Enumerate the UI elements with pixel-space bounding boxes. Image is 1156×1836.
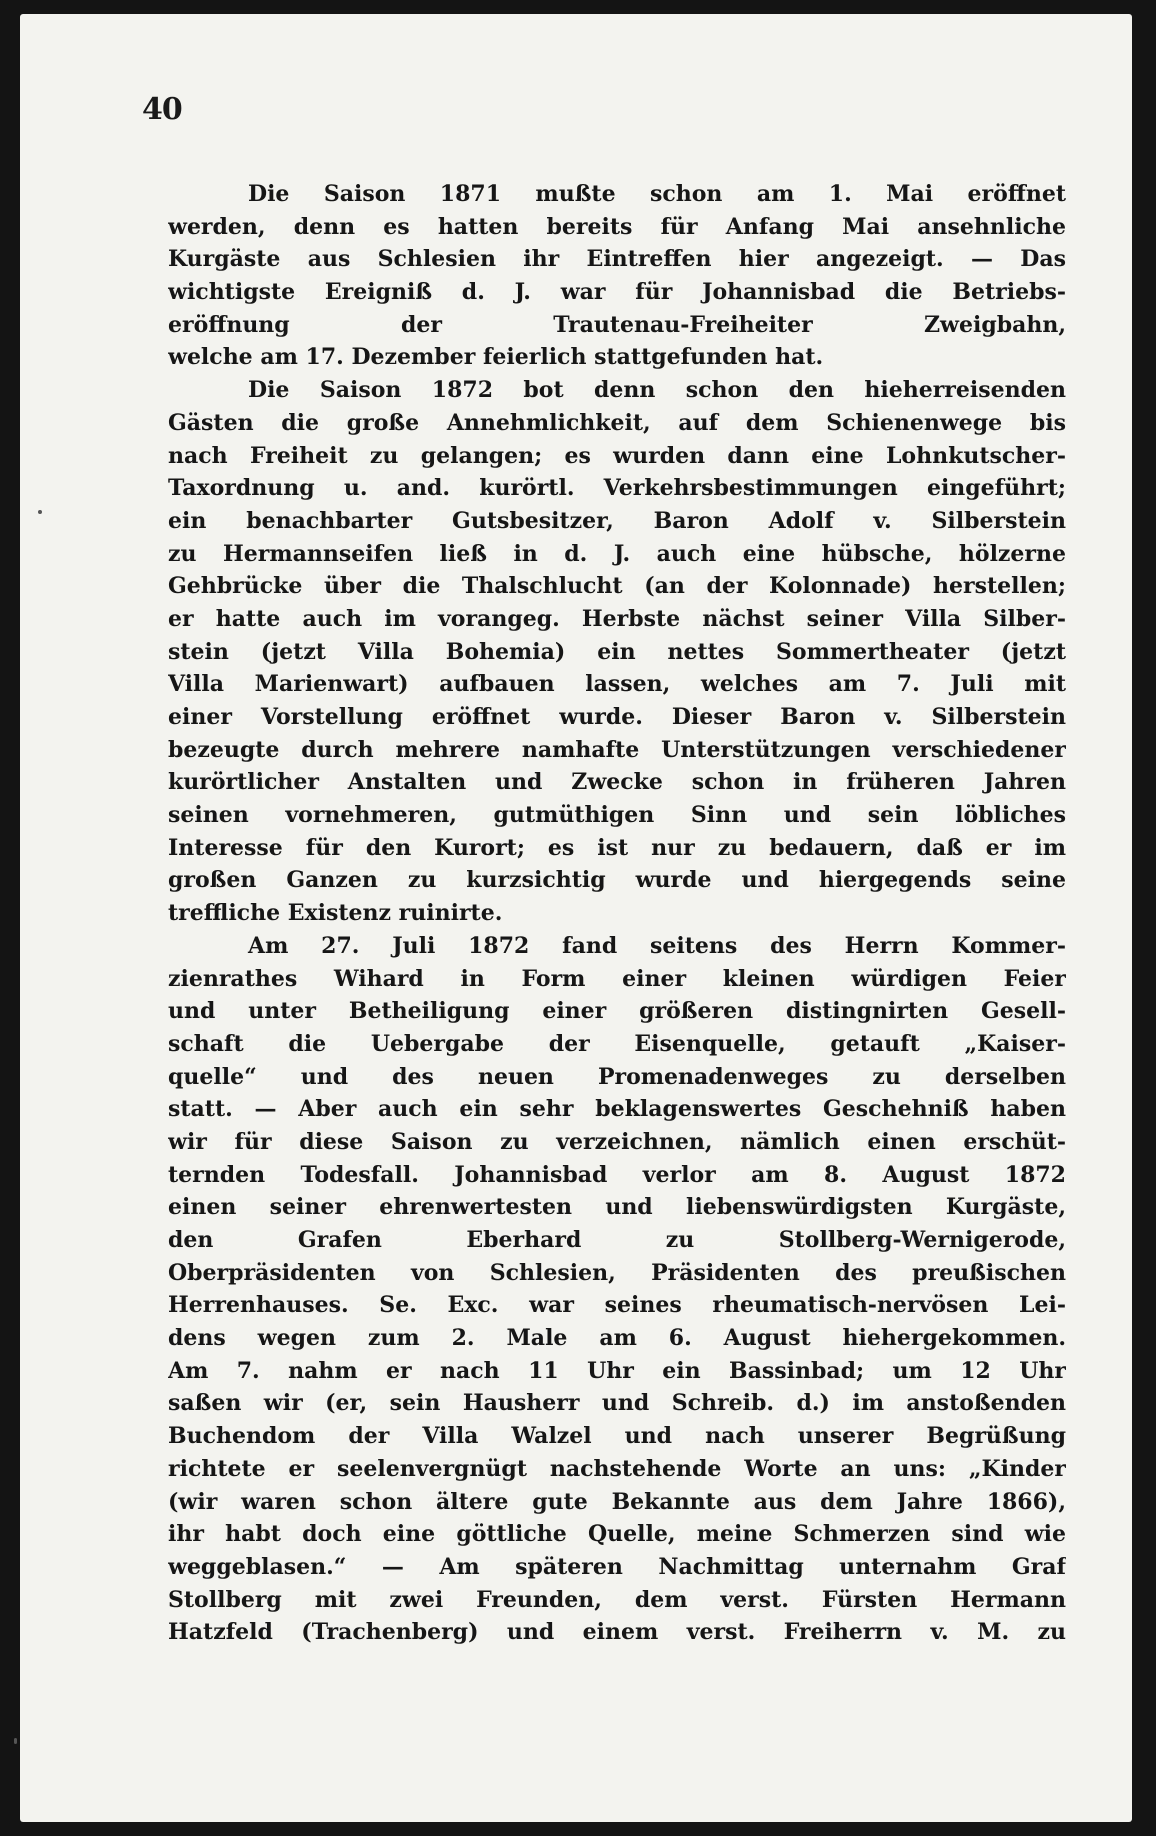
text-line: Am 7. nahm er nach 11 Uhr ein Bassinbad; um 12 Uhr — [168, 1357, 1066, 1384]
text-line: ein benachbarter Gutsbesitzer, Baron Adolf v. Silberstein — [168, 507, 1066, 534]
text-line: Herrenhauses. Se. Exc. war seines rheumatisch-nervösen Lei- — [168, 1292, 1066, 1319]
text-line: Kurgäste aus Schlesien ihr Eintreffen hier angezeigt. — Das — [168, 246, 1066, 273]
text-line: er hatte auch im vorangeg. Herbste nächst seiner Villa Silber- — [168, 605, 1066, 632]
text-line: Taxordnung u. and. kurörtl. Verkehrsbestimmungen eingeführt; — [168, 475, 1066, 502]
text-line: einer Vorstellung eröffnet wurde. Dieser Baron v. Silberstein — [168, 704, 1066, 730]
text-line: seinen vornehmeren, gutmüthigen Sinn und sein löbliches — [168, 802, 1066, 829]
text-line: einen seiner ehrenwertesten und liebenswürdigsten Kurgäste, — [168, 1194, 1066, 1221]
text-line: Hatzfeld (Trachenberg) und einem verst. Freiherrn v. M. zu — [168, 1619, 1066, 1646]
text-line: nach Freiheit zu gelangen; es wurden dann eine Lohnkutscher- — [168, 442, 1066, 469]
text-line: ternden Todesfall. Johannisbad verlor am 8. August 1872 — [168, 1161, 1066, 1188]
text-line: Villa Marienwart) aufbauen lassen, welches am 7. Juli mit — [168, 671, 1066, 698]
text-line: schaft die Uebergabe der Eisenquelle, getauft „Kaiser- — [168, 1030, 1066, 1057]
scan-speck — [14, 1738, 17, 1744]
scan-speck — [38, 510, 42, 514]
text-line: eröffnung der Trautenau-Freiheiter Zweigbahn, — [168, 311, 1066, 338]
text-line: Oberpräsidenten von Schlesien, Präsidenten des preußischen — [168, 1259, 1066, 1286]
text-line: bezeugte durch mehrere namhafte Unterstützungen verschiedener — [168, 736, 1066, 763]
text-line: Interesse für den Kurort; es ist nur zu bedauern, daß er im — [168, 834, 1066, 861]
text-line: stein (jetzt Villa Bohemia) ein nettes Sommertheater (jetzt — [168, 638, 1066, 665]
text-line: Gehbrücke über die Thalschlucht (an der Kolonnade) herstellen; — [168, 573, 1066, 600]
text-line: ihr habt doch eine göttliche Quelle, meine Schmerzen sind wie — [168, 1521, 1066, 1548]
text-line: weggeblasen.“ — Am späteren Nachmittag unternahm Graf — [168, 1553, 1066, 1580]
text-line: kurörtlicher Anstalten und Zwecke schon in früheren Jahren — [168, 769, 1066, 796]
text-line: quelle“ und des neuen Promenadenweges zu derselben — [168, 1063, 1066, 1090]
text-line: Die Saison 1872 bot denn schon den hieherreisenden — [248, 377, 1066, 404]
text-line: großen Ganzen zu kurzsichtig wurde und hiergegends seine — [168, 867, 1066, 894]
text-line: Gästen die große Annehmlichkeit, auf dem Schienenwege bis — [168, 409, 1066, 436]
text-line: (wir waren schon ältere gute Bekannte aus dem Jahre 1866), — [168, 1488, 1066, 1515]
text-line: zienrathes Wihard in Form einer kleinen würdigen Feier — [168, 965, 1066, 992]
text-line: richtete er seelenvergnügt nachstehende Worte an uns: „Kinder — [168, 1455, 1066, 1482]
text-line: welche am 17. Dezember feierlich stattgefunden hat. — [168, 344, 824, 371]
text-line: und unter Betheiligung einer größeren distingnirten Gesell- — [168, 998, 1066, 1025]
text-line: werden, denn es hatten bereits für Anfang Mai ansehnliche — [168, 213, 1066, 240]
text-line: Buchendom der Villa Walzel und nach unserer Begrüßung — [168, 1423, 1066, 1450]
text-line: wir für diese Saison zu verzeichnen, nämlich einen erschüt- — [168, 1128, 1066, 1155]
text-line: zu Hermannseifen ließ in d. J. auch eine hübsche, hölzerne — [168, 540, 1066, 567]
text-line: saßen wir (er, sein Hausherr und Schreib. d.) im anstoßenden — [168, 1390, 1066, 1417]
text-line: Die Saison 1871 mußte schon am 1. Mai eröffnet — [248, 181, 1066, 207]
text-line: statt. — Aber auch ein sehr beklagenswertes Geschehniß haben — [168, 1096, 1066, 1123]
text-line: treffliche Existenz ruinirte. — [168, 900, 503, 927]
text-line: wichtigste Ereigniß d. J. war für Johannisbad die Betriebs- — [168, 279, 1066, 306]
text-line: Am 27. Juli 1872 fand seitens des Herrn Kommer- — [248, 932, 1066, 959]
body-text — [168, 178, 1066, 1649]
text-line: den Grafen Eberhard zu Stollberg-Wernigerode, — [168, 1227, 1066, 1253]
text-line: dens wegen zum 2. Male am 6. August hiehergekommen. — [168, 1325, 1066, 1352]
text-line: Stollberg mit zwei Freunden, dem verst. Fürsten Hermann — [168, 1586, 1066, 1613]
page-number: 40 — [142, 92, 182, 127]
